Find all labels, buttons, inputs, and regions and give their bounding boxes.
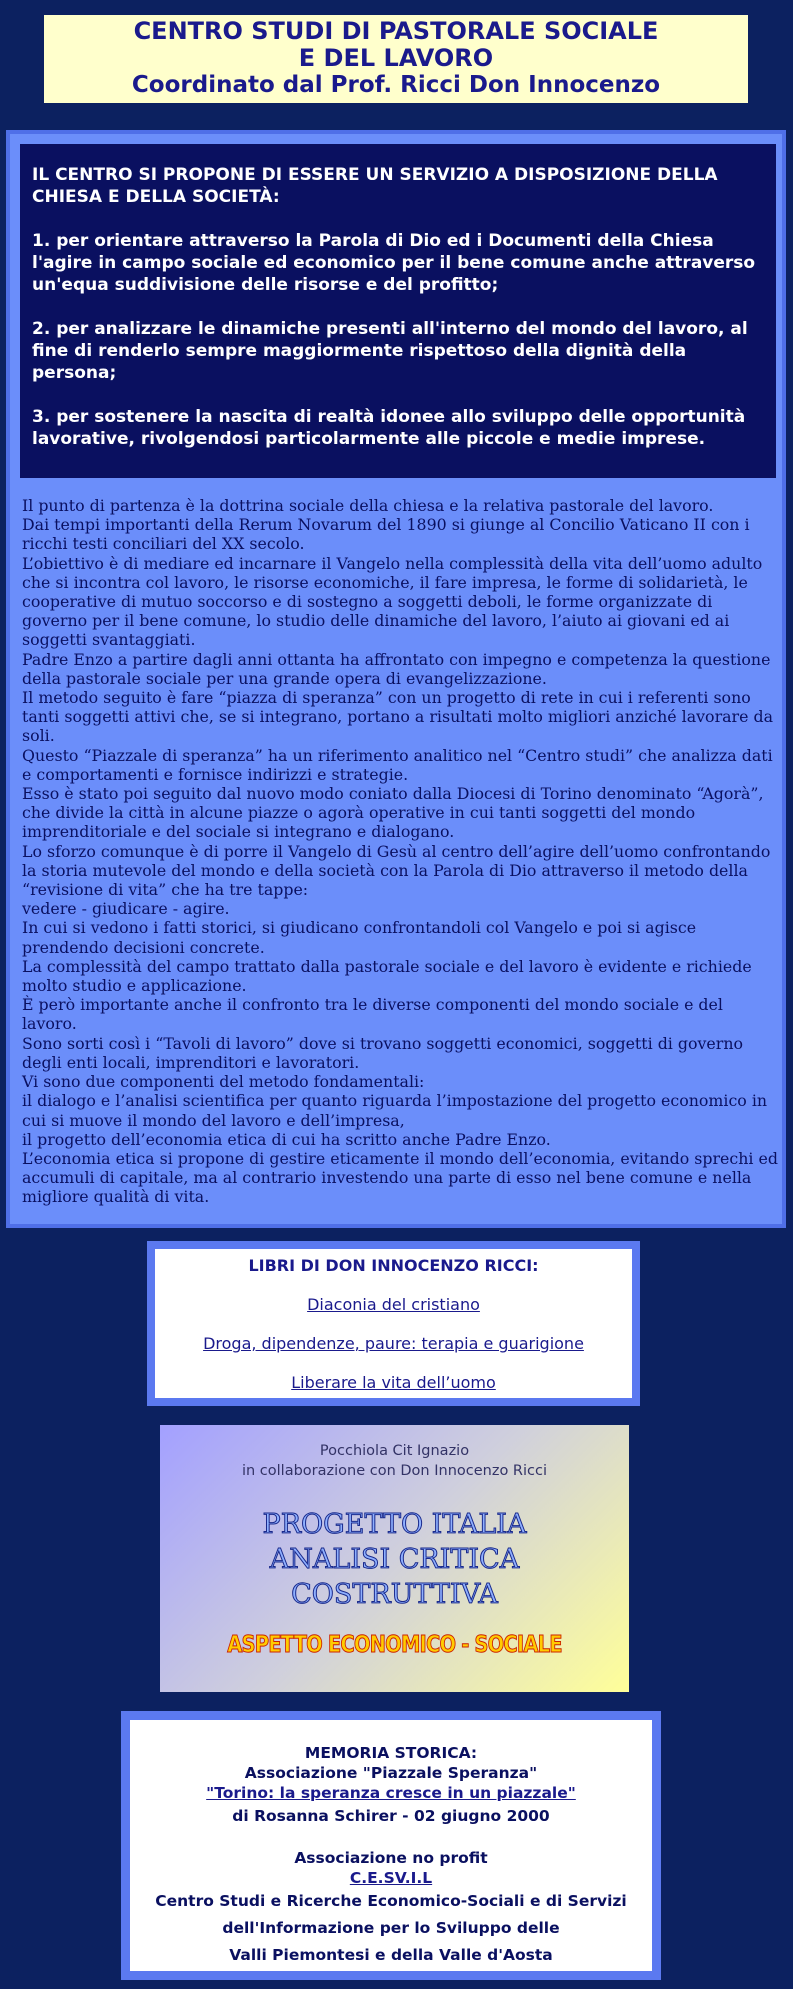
body-paragraph: Padre Enzo a partire dagli anni ottanta ha affrontato con impegno e competenza la questione della pastorale sociale per una grande opera di evangelizzazione.: [22, 649, 771, 688]
progetto-title-line: PROGETTO ITALIA: [262, 1509, 527, 1540]
header-title-line2: E DEL LAVORO: [298, 44, 494, 72]
header-title-line1: CENTRO STUDI DI PASTORALE SOCIALE: [133, 17, 659, 45]
main-panel: [6, 130, 786, 1228]
book-link-droga[interactable]: Droga, dipendenze, paure: terapia e guarigione: [203, 1334, 584, 1353]
memoria-noprofit: Associazione no profit: [294, 1849, 488, 1867]
body-paragraph: L’obiettivo è di mediare ed incarnare il Vangelo nella complessità della vita dell’uomo adulto che si incontra col lavoro, le risorse economiche, il fare impresa, le forme di solidarietà, le cooperative di mutuo soccorso e di sostegno a soggetti deboli, le forme organizzate di governo per il bene comune, lo studio delle dinamiche del lavoro, l’aiuto ai giovani ed ai soggetti svantaggiati.: [22, 553, 763, 650]
body-paragraph: Esso è stato poi seguito dal nuovo modo coniato dalla Diocesi di Torino denominato “Agorà”, che divide la città in alcune piazze o agorà operative in cui tanti soggetti del mondo imprenditoriale e del sociale si integrano e dialogano.: [22, 784, 764, 842]
memoria-desc-line: Valli Piemontesi e della Valle d'Aosta: [229, 1946, 553, 1964]
memoria-desc-line: Centro Studi e Ricerche Economico-Sociali e di Servizi: [155, 1892, 627, 1910]
mission-intro: IL CENTRO SI PROPONE DI ESSERE UN SERVIZIO A DISPOSIZIONE DELLA CHIESA E DELLA SOCIETÀ:: [32, 165, 718, 207]
progetto-subtitle: ASPETTO ECONOMICO - SOCIALE: [227, 1632, 562, 1658]
header-coordinator: Coordinato dal Prof. Ricci Don Innocenzo: [131, 72, 661, 98]
memoria-title: MEMORIA STORICA:: [304, 1744, 478, 1762]
cesvil-link[interactable]: C.E.SV.I.L: [349, 1869, 433, 1887]
body-paragraph: Vi sono due componenti del metodo fondamentali:: [22, 1072, 425, 1092]
body-paragraph: Il punto di partenza è la dottrina sociale della chiesa e la relativa pastorale del lavoro.: [22, 496, 714, 515]
progetto-title-line: COSTRUTTIVA: [291, 1579, 498, 1610]
body-paragraph: Sono sorti così i “Tavoli di lavoro” dove si trovano soggetti economici, soggetti di governo degli enti locali, imprenditori e lavoratori.: [22, 1033, 744, 1072]
progetto-italia-banner[interactable]: [160, 1425, 629, 1692]
books-box: [147, 1241, 640, 1406]
memoria-box: [121, 1711, 661, 1980]
mission-box: [20, 144, 776, 478]
progetto-author: Pocchiola Cit Ignazio: [319, 1443, 470, 1459]
body-paragraph: Il metodo seguito è fare “piazza di speranza” con un progetto di rete in cui i referenti sono tanti soggetti attivi che, se si integrano, portano a risultati molto migliori anziché lavorare da soli.: [22, 688, 773, 746]
mission-point: 3. per sostenere la nascita di realtà idonee allo sviluppo delle opportunità lavorative, rivolgendosi particolarmente alle piccole e medie imprese.: [32, 407, 746, 449]
memoria-association: Associazione "Piazzale Speranza": [244, 1764, 538, 1782]
memoria-desc-line: dell'Informazione per lo Sviluppo delle: [222, 1919, 560, 1937]
book-link-liberare[interactable]: Liberare la vita dell’uomo: [291, 1373, 496, 1392]
body-paragraph: In cui si vedono i fatti storici, si giudicano confrontandoli col Vangelo e poi si agisce prendendo decisioni concrete.: [22, 918, 697, 957]
memoria-byline: di Rosanna Schirer - 02 giugno 2000: [232, 1807, 550, 1825]
body-paragraph: vedere - giudicare - agire.: [22, 899, 230, 919]
memoria-article-link[interactable]: "Torino: la speranza cresce in un piazzale": [206, 1784, 576, 1802]
progetto-title-line: ANALISI CRITICA: [269, 1544, 520, 1575]
mission-point: 2. per analizzare le dinamiche presenti all'interno del mondo del lavoro, al fine di renderlo sempre maggiormente rispettoso della dignità della persona;: [32, 319, 748, 383]
body-text: [22, 496, 782, 1207]
book-link-diaconia[interactable]: Diaconia del cristiano: [307, 1295, 480, 1314]
body-paragraph: È però importante anche il confronto tra le diverse componenti del mondo sociale e del lavoro.: [22, 995, 723, 1034]
progetto-collab: in collaborazione con Don Innocenzo Ricci: [241, 1463, 548, 1479]
books-title: LIBRI DI DON INNOCENZO RICCI:: [248, 1256, 539, 1275]
body-paragraph: il progetto dell’economia etica di cui ha scritto anche Padre Enzo.: [22, 1129, 551, 1149]
mission-point: 1. per orientare attraverso la Parola di Dio ed i Documenti della Chiesa l'agire in campo sociale ed economico per il bene comune anche attraverso un'equa suddivisione delle risorse e del profitto;: [32, 231, 756, 295]
body-paragraph: La complessità del campo trattato dalla pastorale sociale e del lavoro è evidente e richiede molto studio e applicazione.: [22, 956, 752, 996]
body-paragraph: L’economia etica si propone di gestire eticamente il mondo dell’economia, evitando sprechi ed accumuli di capitale, ma al contrario investendo una parte di esso nel bene comune e nella migliore qualità di vita.: [22, 1148, 778, 1207]
body-paragraph: Lo sforzo comunque è di porre il Vangelo di Gesù al centro dell’agire dell’uomo confrontando la storia mutevole del mondo e della società con la Parola di Dio attraverso il metodo della “revisione di vita” che ha tre tappe:: [22, 841, 771, 900]
body-paragraph: Questo “Piazzale di speranza” ha un riferimento analitico nel “Centro studi” che analizza dati e comportamenti e fornisce indirizzi e strategie.: [22, 745, 773, 784]
body-paragraph: il dialogo e l’analisi scientifica per quanto riguarda l’impostazione del progetto economico in cui si muove il mondo del lavoro e dell’impresa,: [22, 1091, 768, 1130]
body-paragraph: Dai tempi importanti della Rerum Novarum del 1890 si giunge al Concilio Vaticano II con i ricchi testi conciliari del XX secolo.: [22, 515, 750, 554]
page-header: [44, 15, 748, 103]
